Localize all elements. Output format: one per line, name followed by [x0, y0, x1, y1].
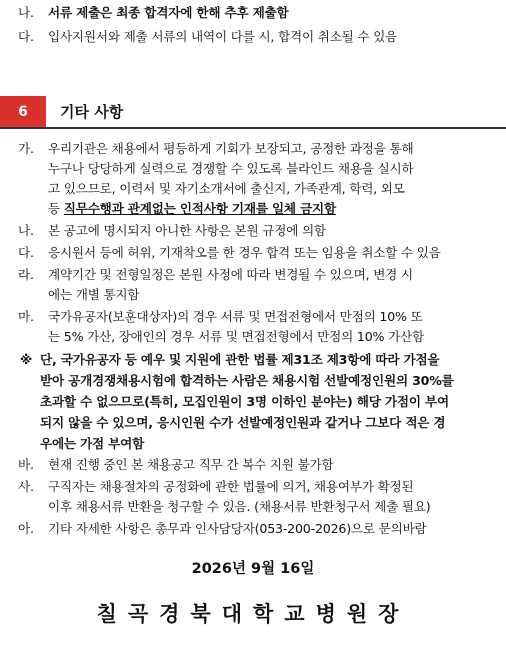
note-item — [20, 350, 439, 370]
section-header — [0, 96, 506, 128]
list-item — [18, 307, 423, 327]
list-marker: 가. — [18, 141, 34, 156]
list-item — [18, 243, 441, 263]
note-continuation: 우에는 가점 부여함 — [40, 436, 145, 451]
list-text: 우리기관은 채용에서 평등하게 기회가 보장되고, 공정한 과정을 통해 — [48, 141, 414, 156]
note-marker: ※ — [20, 352, 33, 367]
list-item-continuation: 누구나 당당하게 실력으로 경쟁할 수 있도록 블라인드 채용을 실시하 — [48, 161, 414, 176]
list-marker: 바. — [18, 457, 34, 472]
list-marker: 아. — [18, 521, 34, 536]
list-item — [18, 455, 334, 475]
list-text: 기타 자세한 사항은 총무과 인사담당자(053-200-2026)으로 문의바람 — [48, 521, 427, 536]
list-text: 국가유공자(보훈대상자)의 경우 서류 및 면접전형에서 만점의 10% 또 — [48, 309, 423, 324]
list-marker: 라. — [18, 267, 34, 282]
list-item — [18, 139, 413, 159]
list-text: 등 — [48, 201, 64, 216]
list-item-continuation — [48, 199, 336, 219]
list-marker: 다. — [18, 29, 34, 44]
list-marker: 사. — [18, 479, 34, 494]
emphasized-text: 직무수행과 관계없는 인적사항 기재를 일체 금지함 — [63, 201, 336, 216]
list-marker: 나. — [18, 223, 34, 238]
list-item — [18, 3, 289, 23]
section-title: 기타 사항 — [60, 103, 124, 121]
list-text: 입사지원서와 제출 서류의 내역이 다를 시, 합격이 취소될 수 있음 — [48, 29, 398, 44]
section-number-badge: 6 — [0, 96, 46, 128]
list-text: 서류 제출은 최종 합격자에 한해 추후 제출함 — [48, 5, 289, 20]
list-item — [18, 27, 397, 47]
list-text: 본 공고에 명시되지 아니한 사항은 본원 규정에 의함 — [48, 223, 326, 238]
note-continuation: 되지 않을 수 있으며, 응시인원 수가 선발예정인원과 같거나 그보다 적은 경 — [40, 415, 446, 430]
list-item — [18, 265, 413, 285]
list-text: 응시원서 등에 허위, 기재착오를 한 경우 합격 또는 임용을 취소할 수 있음 — [48, 245, 441, 260]
organization-name: 칠곡경북대학교병원장 — [96, 601, 410, 626]
list-marker: 다. — [18, 245, 34, 260]
announcement-date: 2026년 9월 16일 — [191, 561, 315, 577]
list-item — [18, 519, 427, 539]
list-item-continuation: 고 있으므로, 이력서 및 자기소개서에 출신지, 가족관계, 학력, 외모 — [48, 181, 405, 196]
list-item-continuation: 이후 채용서류 반환을 청구할 수 있음. (채용서류 반환청구서 제출 필요) — [48, 499, 431, 514]
list-item-continuation: 에는 개별 통지함 — [48, 287, 140, 302]
note-continuation: 받아 공개경쟁채용시험에 합격하는 사람은 채용시험 선발예정인원의 30%를 — [40, 373, 454, 388]
list-text: 계약기간 및 전형일정은 본원 사정에 따라 변경될 수 있으며, 변경 시 — [48, 267, 413, 282]
list-item — [18, 477, 413, 497]
note-continuation: 초과할 수 없으므로(특히, 모집인원이 3명 이하인 분야는) 해당 가점이 부여 — [40, 394, 449, 409]
note-text: 단, 국가유공자 등 예우 및 지원에 관한 법률 제31조 제3항에 따라 가점을 — [40, 352, 440, 367]
list-marker: 마. — [18, 309, 34, 324]
list-text: 현재 진행 중인 본 채용공고 직무 간 복수 지원 불가함 — [48, 457, 334, 472]
list-item-continuation: 는 5% 가산, 장애인의 경우 서류 및 면접전형에서 만점의 10% 가산함 — [48, 329, 424, 344]
list-item — [18, 221, 326, 241]
list-marker: 나. — [18, 5, 34, 20]
list-text: 구직자는 채용절차의 공정화에 관한 법률에 의거, 채용여부가 확정된 — [48, 479, 414, 494]
section-divider — [0, 127, 506, 129]
